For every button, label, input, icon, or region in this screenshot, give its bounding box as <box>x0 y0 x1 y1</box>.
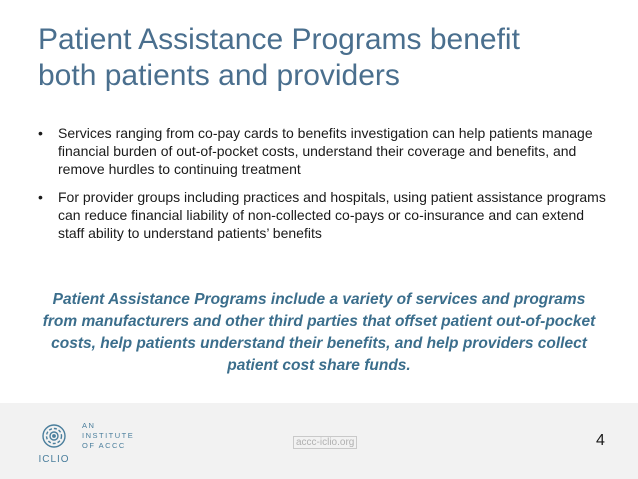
tagline-line: INSTITUTE <box>82 431 135 440</box>
slide-title-line-2: both patients and providers <box>38 59 400 92</box>
callout-summary: Patient Assistance Programs include a variety of services and programs from manufacturers and other third parties that offset patient out-of-pocket costs, help patients understand their benefits, and help providers collect patient cost share funds. <box>42 291 596 374</box>
slide-title-line-1: Patient Assistance Programs benefit <box>38 23 520 56</box>
slide-title <box>38 22 618 94</box>
institute-tagline <box>82 421 134 451</box>
bullet-item <box>38 188 613 242</box>
bullet-text: For provider groups including practices and hospitals, using patient assistance programs can reduce financial liability of non-collected co-pays or co-insurance and can extend staff ability to understand patients’ benefits <box>58 189 606 241</box>
bullet-marker: • <box>38 189 43 205</box>
logo-wordmark: ICLIO <box>38 454 70 465</box>
iclio-logo <box>34 421 74 471</box>
page-number: 4 <box>596 432 605 449</box>
bullet-text: Services ranging from co-pay cards to benefits investigation can help patients manage financial burden of out-of-pocket costs, understand their coverage and benefits, and remove hurdles to continuing treatment <box>58 125 593 177</box>
tagline-line: OF ACCC <box>82 441 126 450</box>
tagline-line: AN <box>82 421 96 430</box>
website-link[interactable]: accc-iclio.org <box>293 436 357 449</box>
bullet-marker: • <box>38 125 43 141</box>
spiral-logo-icon <box>34 421 74 453</box>
slide-footer <box>0 403 638 479</box>
bullet-list <box>38 124 613 252</box>
bullet-item <box>38 124 613 178</box>
